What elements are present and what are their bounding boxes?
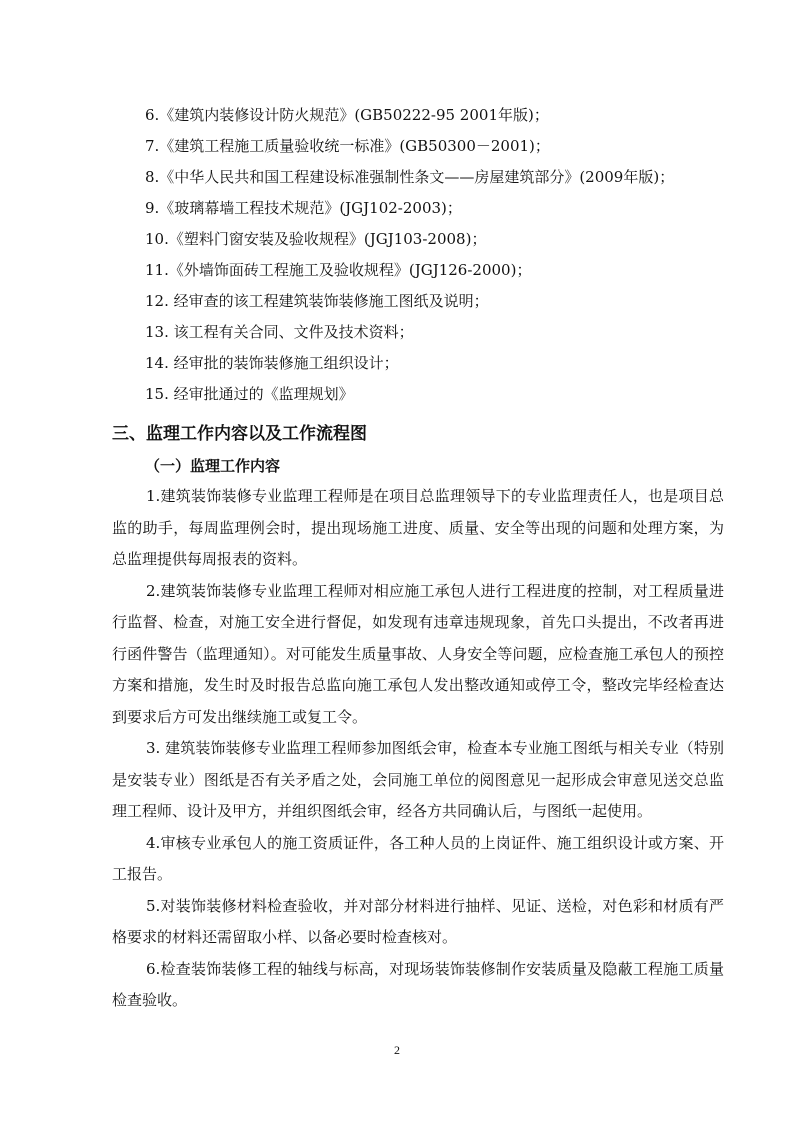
reference-item: 7.《建筑工程施工质量验收统一标准》(GB50300－2001)；	[145, 137, 550, 155]
reference-item: 6.《建筑内装修设计防火规范》(GB50222-95 2001年版)；	[145, 106, 549, 124]
reference-item: 11.《外墙饰面砖工程施工及验收规程》(JGJ126-2000)；	[145, 261, 532, 279]
reference-item: 9.《玻璃幕墙工程技术规范》(JGJ102-2003)；	[145, 199, 462, 217]
body-paragraph: 6.检查装饰装修工程的轴线与标高，对现场装饰装修制作安装质量及隐蔽工程施工质量检查验收。	[112, 959, 724, 1009]
page-number: 2	[394, 1043, 400, 1057]
body-paragraph: 1.建筑装饰装修专业监理工程师是在项目总监理领导下的专业监理责任人，也是项目总监的助手，每周监理例会时，提出现场施工进度、质量、安全等出现的问题和处理方案，为总监理提供每周报表的资料。	[112, 487, 724, 568]
reference-item: 13. 该工程有关合同、文件及技术资料；	[145, 323, 414, 341]
body-paragraph: 4.审核专业承包人的施工资质证件，各工种人员的上岗证件、施工组织设计或方案、开工报告。	[112, 833, 724, 883]
subsection-heading: （一）监理工作内容	[145, 457, 281, 475]
reference-list	[145, 100, 674, 410]
body-paragraph: 5.对装饰装修材料检查验收，并对部分材料进行抽样、见证、送检，对色彩和材质有严格要求的材料还需留取小样、以备必要时检查核对。	[112, 896, 724, 946]
section-body	[112, 481, 724, 1017]
reference-item: 14. 经审批的装饰装修施工组织设计；	[145, 354, 399, 372]
body-paragraph: 3. 建筑装饰装修专业监理工程师参加图纸会审，检查本专业施工图纸与相关专业（特别是安装专业）图纸是否有关矛盾之处，会同施工单位的阅图意见一起形成会审意见送交总监理工程师、设计及甲方，并组织图纸会审，经各方共同确认后，与图纸一起使用。	[112, 739, 724, 820]
reference-item: 8.《中华人民共和国工程建设标准强制性条文——房屋建筑部分》(2009年版)；	[145, 168, 675, 186]
reference-item: 15. 经审批通过的《监理规划》	[145, 385, 354, 403]
section-heading: 三、监理工作内容以及工作流程图	[112, 424, 367, 444]
body-paragraph: 2.建筑装饰装修专业监理工程师对相应施工承包人进行工程进度的控制，对工程质量进行监督、检查，对施工安全进行督促，如发现有违章违规现象，首先口头提出，不改者再进行函件警告（监理通知）。对可能发生质量事故、人身安全等问题，应检查施工承包人的预控方案和措施，发生时及时报告总监向施工承包人发出整改通知或停工令，整改完毕经检查达到要求后方可发出继续施工或复工令。	[112, 581, 724, 726]
reference-item: 12. 经审查的该工程建筑装饰装修施工图纸及说明；	[145, 292, 489, 310]
reference-item: 10.《塑料门窗安装及验收规程》(JGJ103-2008)；	[145, 230, 487, 248]
